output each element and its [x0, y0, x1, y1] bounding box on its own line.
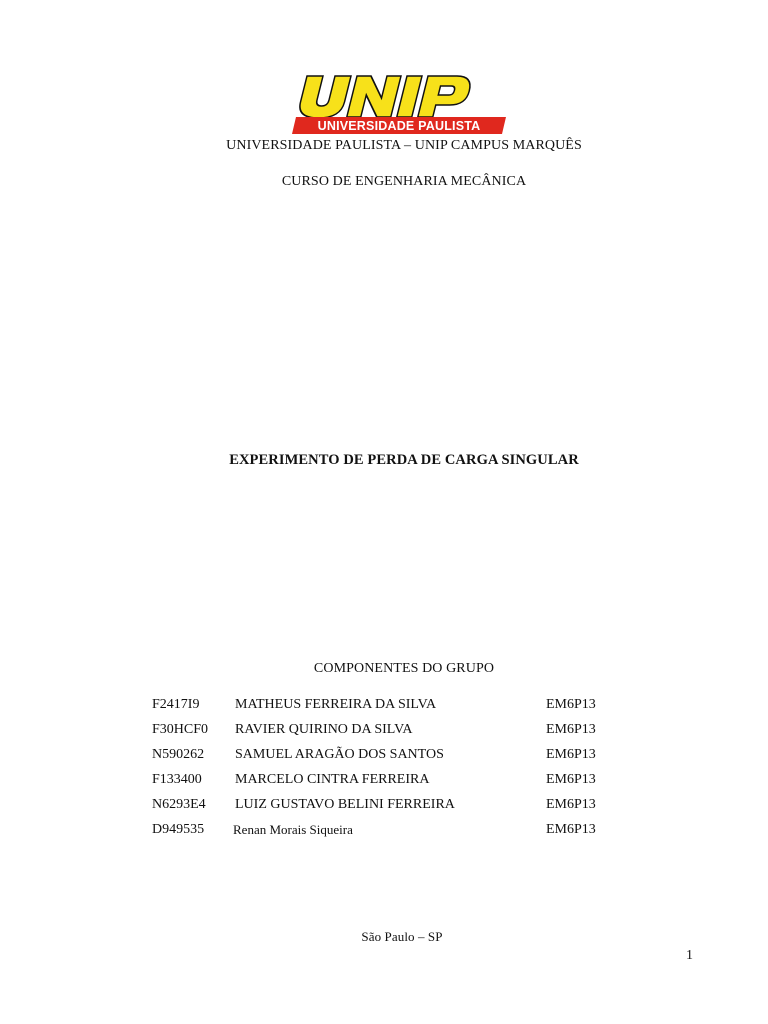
- unip-logo: [290, 72, 510, 136]
- member-code: D949535: [152, 822, 205, 837]
- member-class: EM6P13: [546, 822, 596, 837]
- member-name: SAMUEL ARAGÃO DOS SANTOS: [235, 747, 444, 762]
- member-row: [152, 797, 612, 822]
- member-code: F2417I9: [152, 697, 200, 712]
- member-row: [152, 722, 612, 747]
- university-name: UNIVERSIDADE PAULISTA – UNIP CAMPUS MARQUÊS: [226, 138, 582, 153]
- components-heading: COMPONENTES DO GRUPO: [313, 661, 495, 676]
- member-name: MARCELO CINTRA FERREIRA: [235, 772, 430, 787]
- logo-tagline: UNIVERSIDADE PAULISTA: [317, 119, 481, 133]
- member-class: EM6P13: [546, 772, 596, 787]
- members-list: [152, 697, 612, 847]
- member-name: RAVIER QUIRINO DA SILVA: [235, 722, 413, 737]
- member-class: EM6P13: [546, 797, 596, 812]
- member-code: N590262: [152, 747, 205, 762]
- member-code: F133400: [152, 772, 202, 787]
- member-name: Renan Morais Siqueira: [233, 822, 353, 837]
- member-row: [152, 697, 612, 722]
- document-title: EXPERIMENTO DE PERDA DE CARGA SINGULAR: [229, 452, 579, 468]
- member-name: MATHEUS FERREIRA DA SILVA: [235, 697, 437, 712]
- member-code: N6293E4: [152, 797, 206, 812]
- member-row: [152, 822, 612, 847]
- member-class: EM6P13: [546, 747, 596, 762]
- course-name: CURSO DE ENGENHARIA MECÂNICA: [281, 174, 527, 189]
- member-name: LUIZ GUSTAVO BELINI FERREIRA: [235, 797, 455, 812]
- member-row: [152, 772, 612, 797]
- member-class: EM6P13: [546, 722, 596, 737]
- city-location: São Paulo – SP: [361, 929, 443, 944]
- member-code: F30HCF0: [152, 722, 209, 737]
- member-row: [152, 747, 612, 772]
- member-class: EM6P13: [546, 697, 596, 712]
- page-number: 1: [686, 948, 693, 963]
